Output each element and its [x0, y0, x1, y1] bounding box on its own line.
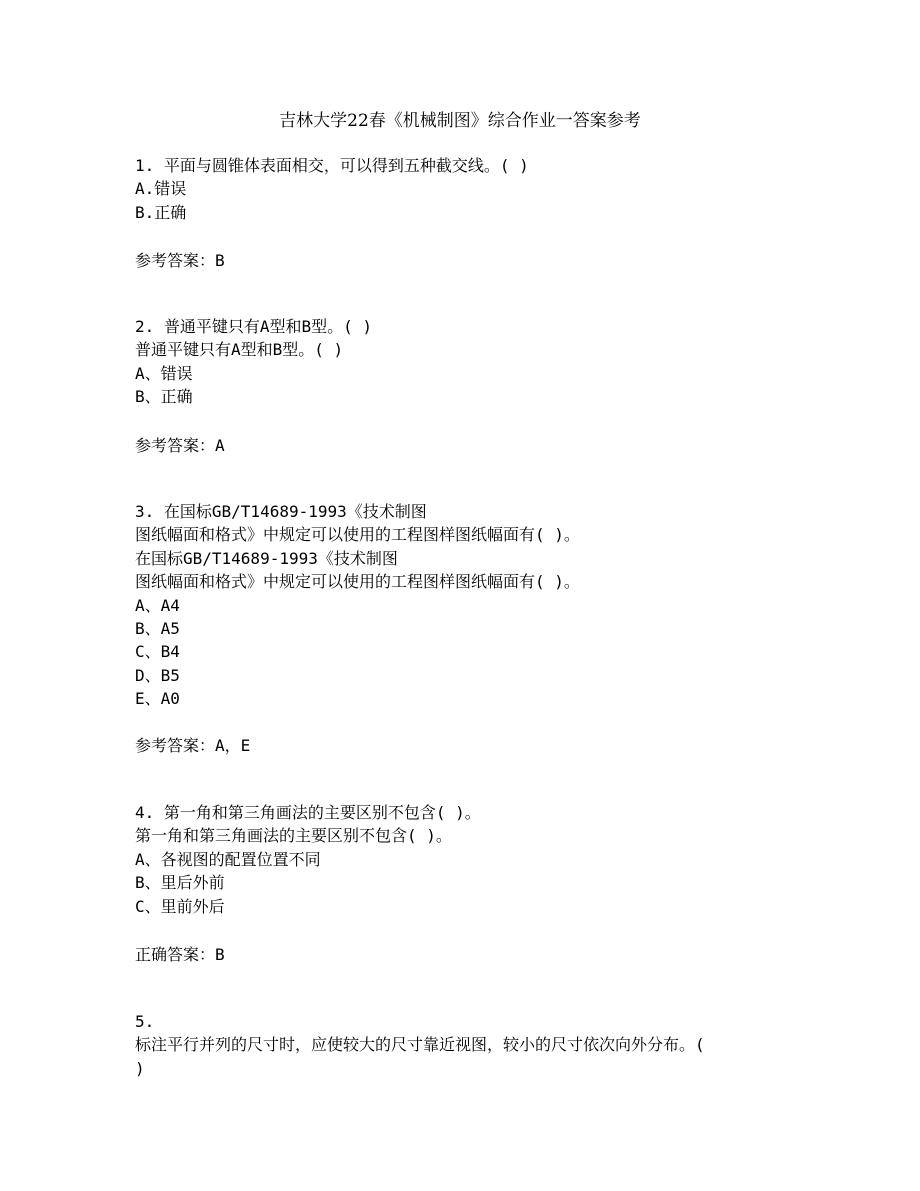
question-4-option-c: C、里前外后 — [135, 896, 225, 916]
question-1 — [135, 154, 795, 224]
question-5 — [135, 1010, 795, 1080]
question-2 — [135, 315, 795, 409]
question-3-answer: 参考答案：A，E — [135, 736, 251, 755]
question-3-stem-line-1: 3. 在国标GB/T14689-1993《技术制图 — [135, 502, 427, 521]
question-3-option-c: C、B4 — [135, 642, 180, 662]
question-4-stem-repeat: 第一角和第三角画法的主要区别不包含( )。 — [135, 826, 452, 846]
document-title: 吉林大学22春《机械制图》综合作业一答案参考 — [279, 111, 641, 131]
question-4 — [135, 801, 795, 918]
question-5-number: 5. — [135, 1012, 155, 1031]
question-3 — [135, 500, 795, 711]
question-2-stem-repeat: 普通平键只有A型和B型。( ) — [135, 340, 344, 360]
question-3-stem-repeat-line-1: 在国标GB/T14689-1993《技术制图 — [135, 548, 398, 568]
question-3-option-a: A、A4 — [135, 595, 180, 615]
question-5-stem: 标注平行并列的尺寸时，应使较大的尺寸靠近视图，较小的尺寸依次向外分布。( — [135, 1035, 705, 1055]
question-4-option-b: B、里后外前 — [135, 873, 225, 893]
question-3-option-b: B、A5 — [135, 618, 180, 638]
question-3-stem-repeat-line-2: 图纸幅面和格式》中规定可以使用的工程图样图纸幅面有( )。 — [135, 572, 580, 592]
question-2-option-a: A、错误 — [135, 363, 193, 383]
question-2-stem: 2. 普通平键只有A型和B型。( ) — [135, 317, 373, 336]
question-1-option-b: B.正确 — [135, 202, 187, 222]
question-3-option-d: D、B5 — [135, 665, 180, 685]
question-1-stem: 1. 平面与圆锥体表面相交，可以得到五种截交线。( ) — [135, 156, 529, 175]
question-2-answer: 参考答案：A — [135, 436, 225, 455]
question-4-stem: 4. 第一角和第三角画法的主要区别不包含( )。 — [135, 803, 481, 822]
question-4-option-a: A、各视图的配置位置不同 — [135, 849, 321, 869]
question-1-option-a: A.错误 — [135, 179, 187, 199]
question-2-option-b: B、正确 — [135, 387, 193, 407]
question-5-stem-end: ) — [135, 1058, 145, 1078]
question-3-option-e: E、A0 — [135, 689, 180, 709]
question-1-answer: 参考答案：B — [135, 251, 225, 270]
question-3-stem-line-2: 图纸幅面和格式》中规定可以使用的工程图样图纸幅面有( )。 — [135, 525, 580, 545]
question-4-answer: 正确答案：B — [135, 945, 225, 964]
